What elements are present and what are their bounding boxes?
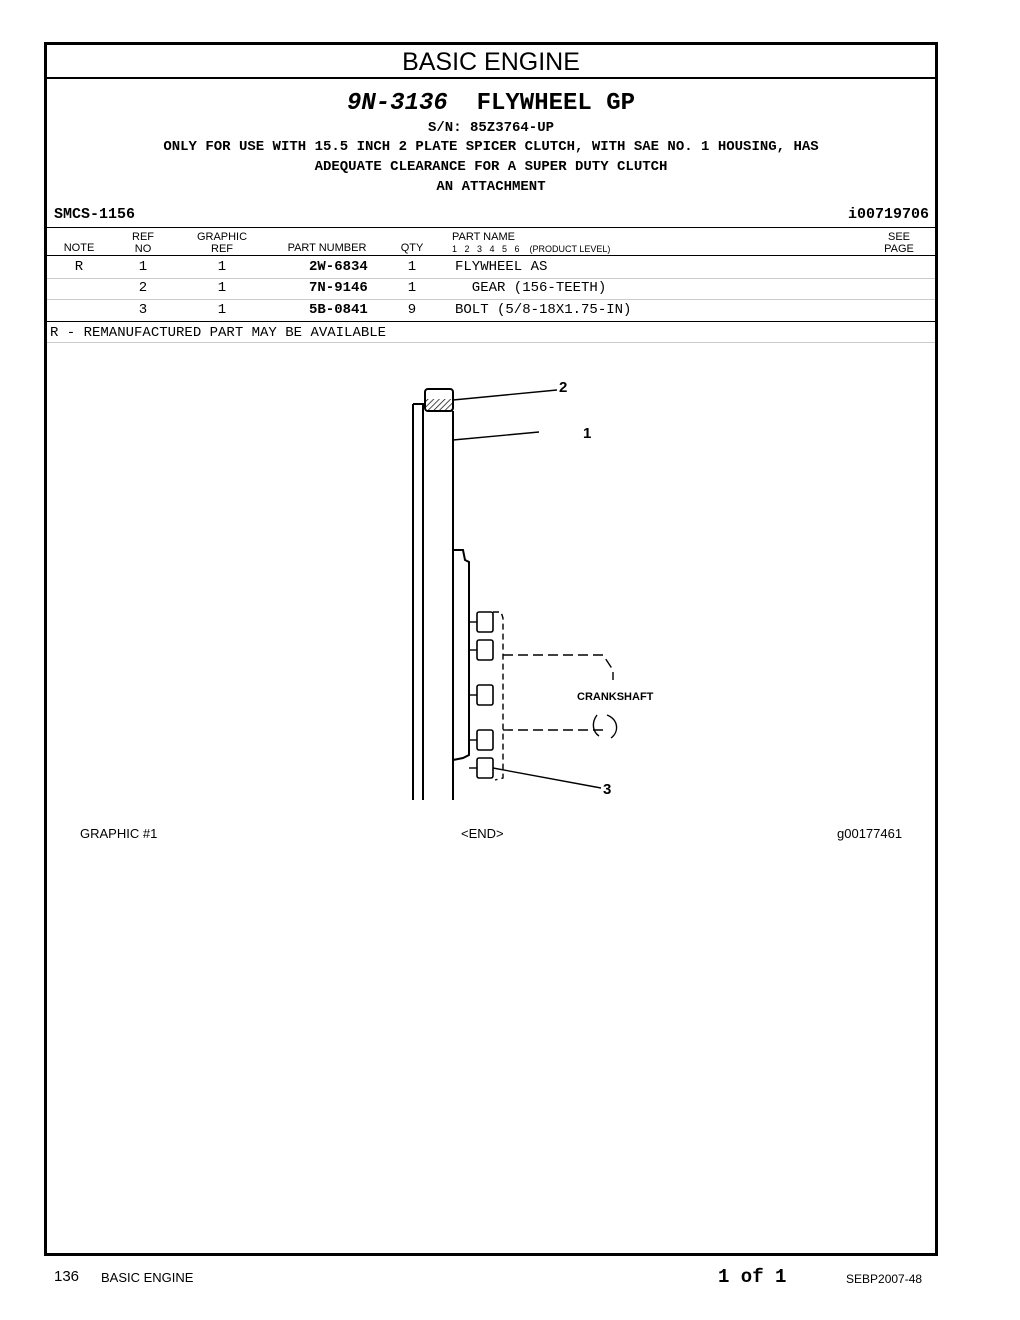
row-graphic-ref: 1 [217,302,227,318]
callout-2: 2 [559,380,568,396]
crankshaft-outline [503,655,613,680]
row-ref: 3 [138,302,148,318]
col-part-name [452,231,712,255]
col-see-page-line2: PAGE [884,243,914,255]
callout-1: 1 [583,425,592,442]
group-note-line: ADEQUATE CLEARANCE FOR A SUPER DUTY CLUTCH [314,159,668,175]
col-graphic-ref [187,231,257,255]
group-title [47,89,935,119]
graphic-caption: GRAPHIC #1 [80,826,158,841]
bolt [477,612,493,632]
col-ref-no-line1: REF [132,231,154,243]
end-marker: <END> [461,826,504,841]
row-note: R [74,259,84,275]
col-part-number: PART NUMBER [287,242,367,254]
group-name: FLYWHEEL GP [476,90,636,117]
row-graphic-ref: 1 [217,259,227,275]
row-part-number[interactable]: 2W-6834 [309,259,368,275]
col-ref-no [123,231,163,255]
col-ref-no-line2: NO [134,243,152,255]
col-see-page-line1: SEE [887,231,910,243]
table-top-rule [47,227,935,228]
bolt [477,685,493,705]
flywheel-graphic [407,380,667,810]
row-part-number[interactable]: 7N-9146 [309,280,368,296]
footer-page-number: 136 [54,1268,80,1285]
graphic-id: g00177461 [837,826,903,841]
footer-page-count: 1 of 1 [718,1266,787,1288]
col-product-levels: 1 2 3 4 5 6 (PRODUCT LEVEL) [452,244,611,254]
footer-section: BASIC ENGINE [101,1270,194,1285]
row-part-number[interactable]: 5B-0841 [309,302,368,318]
illustration-id: i00719706 [847,206,929,223]
col-part-name-title: PART NAME [452,231,515,243]
serial-number: S/N: 85Z3764-UP [427,120,555,136]
row-divider [47,299,935,300]
col-note: NOTE [63,242,95,254]
row-divider [47,278,935,279]
callout-3: 3 [603,781,612,798]
table-bottom-rule [47,321,935,322]
footer-doc-id: SEBP2007-48 [846,1272,923,1286]
crankshaft-flange-outline [493,612,503,780]
col-qty: QTY [400,242,424,254]
row-ref: 1 [138,259,148,275]
row-ref: 2 [138,280,148,296]
col-see-page [877,231,921,255]
bolt [477,758,493,778]
row-part-name: GEAR (156-TEETH) [455,280,607,296]
row-part-name: BOLT (5/8-18X1.75-IN) [455,302,632,318]
row-graphic-ref: 1 [217,280,227,296]
row-qty: 1 [407,280,417,296]
section-title: BASIC ENGINE [47,45,935,79]
row-qty: 1 [407,259,417,275]
parts-page-frame [44,42,938,1256]
group-notes [47,137,935,197]
footnote-rule [47,342,935,343]
group-part-number: 9N-3136 [346,90,448,117]
crankshaft-label: CRANKSHAFT [577,691,654,703]
row-qty: 9 [407,302,417,318]
bolt [477,730,493,750]
row-part-name: FLYWHEEL AS [455,259,548,275]
gear-teeth-hatch [426,399,452,410]
bolt [477,640,493,660]
smcs-code: SMCS-1156 [54,206,136,223]
col-graphic-ref-line2: REF [211,243,233,255]
remanufactured-footnote: R - REMANUFACTURED PART MAY BE AVAILABLE [50,325,387,341]
group-note-line: AN ATTACHMENT [436,179,546,195]
group-note-line: ONLY FOR USE WITH 15.5 INCH 2 PLATE SPICER CLUTCH, WITH SAE NO. 1 HOUSING, HAS [163,139,819,155]
bolt-group [477,612,493,778]
col-graphic-ref-line1: GRAPHIC [196,231,248,243]
table-header-rule [47,255,935,256]
